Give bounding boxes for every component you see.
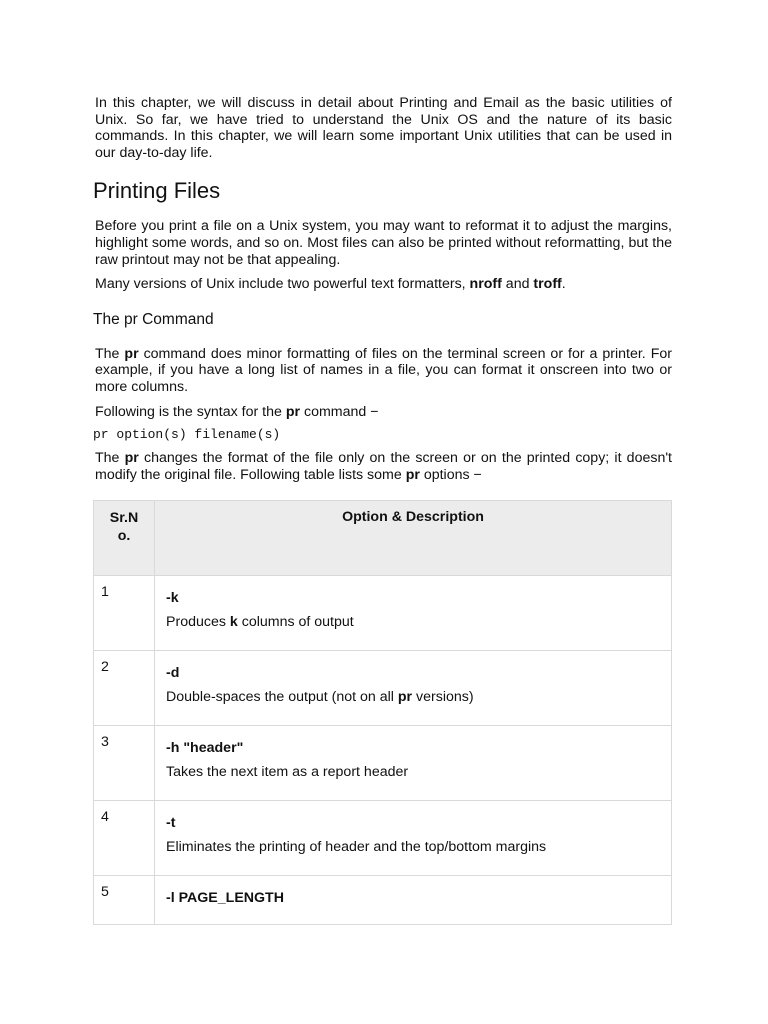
row-description — [155, 876, 672, 925]
row-description: -d Double-spaces the output (not on all pr versions) — [155, 651, 672, 726]
option-flag: -t — [166, 815, 176, 831]
row-number: 2 — [94, 651, 155, 726]
document-page — [93, 95, 672, 483]
option-flag: -k — [166, 590, 179, 606]
row-number: 5 — [94, 876, 155, 925]
table-header-row — [94, 501, 672, 576]
row-number: 3 — [94, 726, 155, 801]
row-number: 4 — [94, 801, 155, 876]
syntax-intro-paragraph: Following is the syntax for the pr command − — [95, 403, 379, 420]
pr-command-heading: The pr Command — [93, 310, 214, 328]
formatters-paragraph: Many versions of Unix include two powerful text formatters, nroff and troff. — [95, 276, 566, 293]
row-description: -h "header" Takes the next item as a report header — [155, 726, 672, 801]
troff-term: troff — [533, 276, 562, 293]
table-row — [94, 726, 672, 801]
option-flag: -l PAGE_LENGTH — [166, 890, 284, 906]
intro-paragraph: In this chapter, we will discuss in detail about Printing and Email as the basic utilities of Unix. So far, we have tried to understand the Unix OS and the nature of its basic commands. In this chapter, we will learn some important Unix utilities that can be used in our day-to-day life. — [95, 95, 672, 161]
srno-header: Sr.No. — [94, 501, 155, 576]
option-description-header: Option & Description — [155, 501, 672, 576]
row-description: -k Produces k columns of output — [155, 576, 672, 651]
option-flag: -d — [166, 665, 180, 681]
option-flag: -h "header" — [166, 740, 244, 756]
pr-options-paragraph: The pr changes the format of the file only on the screen or on the printed copy; it doesn't modify the original file. Following table lists some pr options − — [95, 450, 672, 483]
table-row — [94, 801, 672, 876]
printing-files-heading: Printing Files — [93, 178, 221, 204]
pr-options-table — [93, 500, 672, 925]
table-row — [94, 576, 672, 651]
row-number: 1 — [94, 576, 155, 651]
table-row — [94, 651, 672, 726]
printing-paragraph: Before you print a file on a Unix system, you may want to reformat it to adjust the margins, highlight some words, and so on. Most files can also be printed without reformatting, but the raw printout may not be that appealing. — [95, 218, 672, 268]
pr-intro-paragraph: The pr command does minor formatting of files on the terminal screen or for a printer. For example, if you have a long list of names in a file, you can format it onscreen into two or more columns. — [95, 345, 672, 395]
nroff-term: nroff — [469, 276, 502, 293]
syntax-code: pr option(s) filename(s) — [93, 427, 281, 443]
table-row — [94, 876, 672, 925]
row-description: -t Eliminates the printing of header and the top/bottom margins — [155, 801, 672, 876]
